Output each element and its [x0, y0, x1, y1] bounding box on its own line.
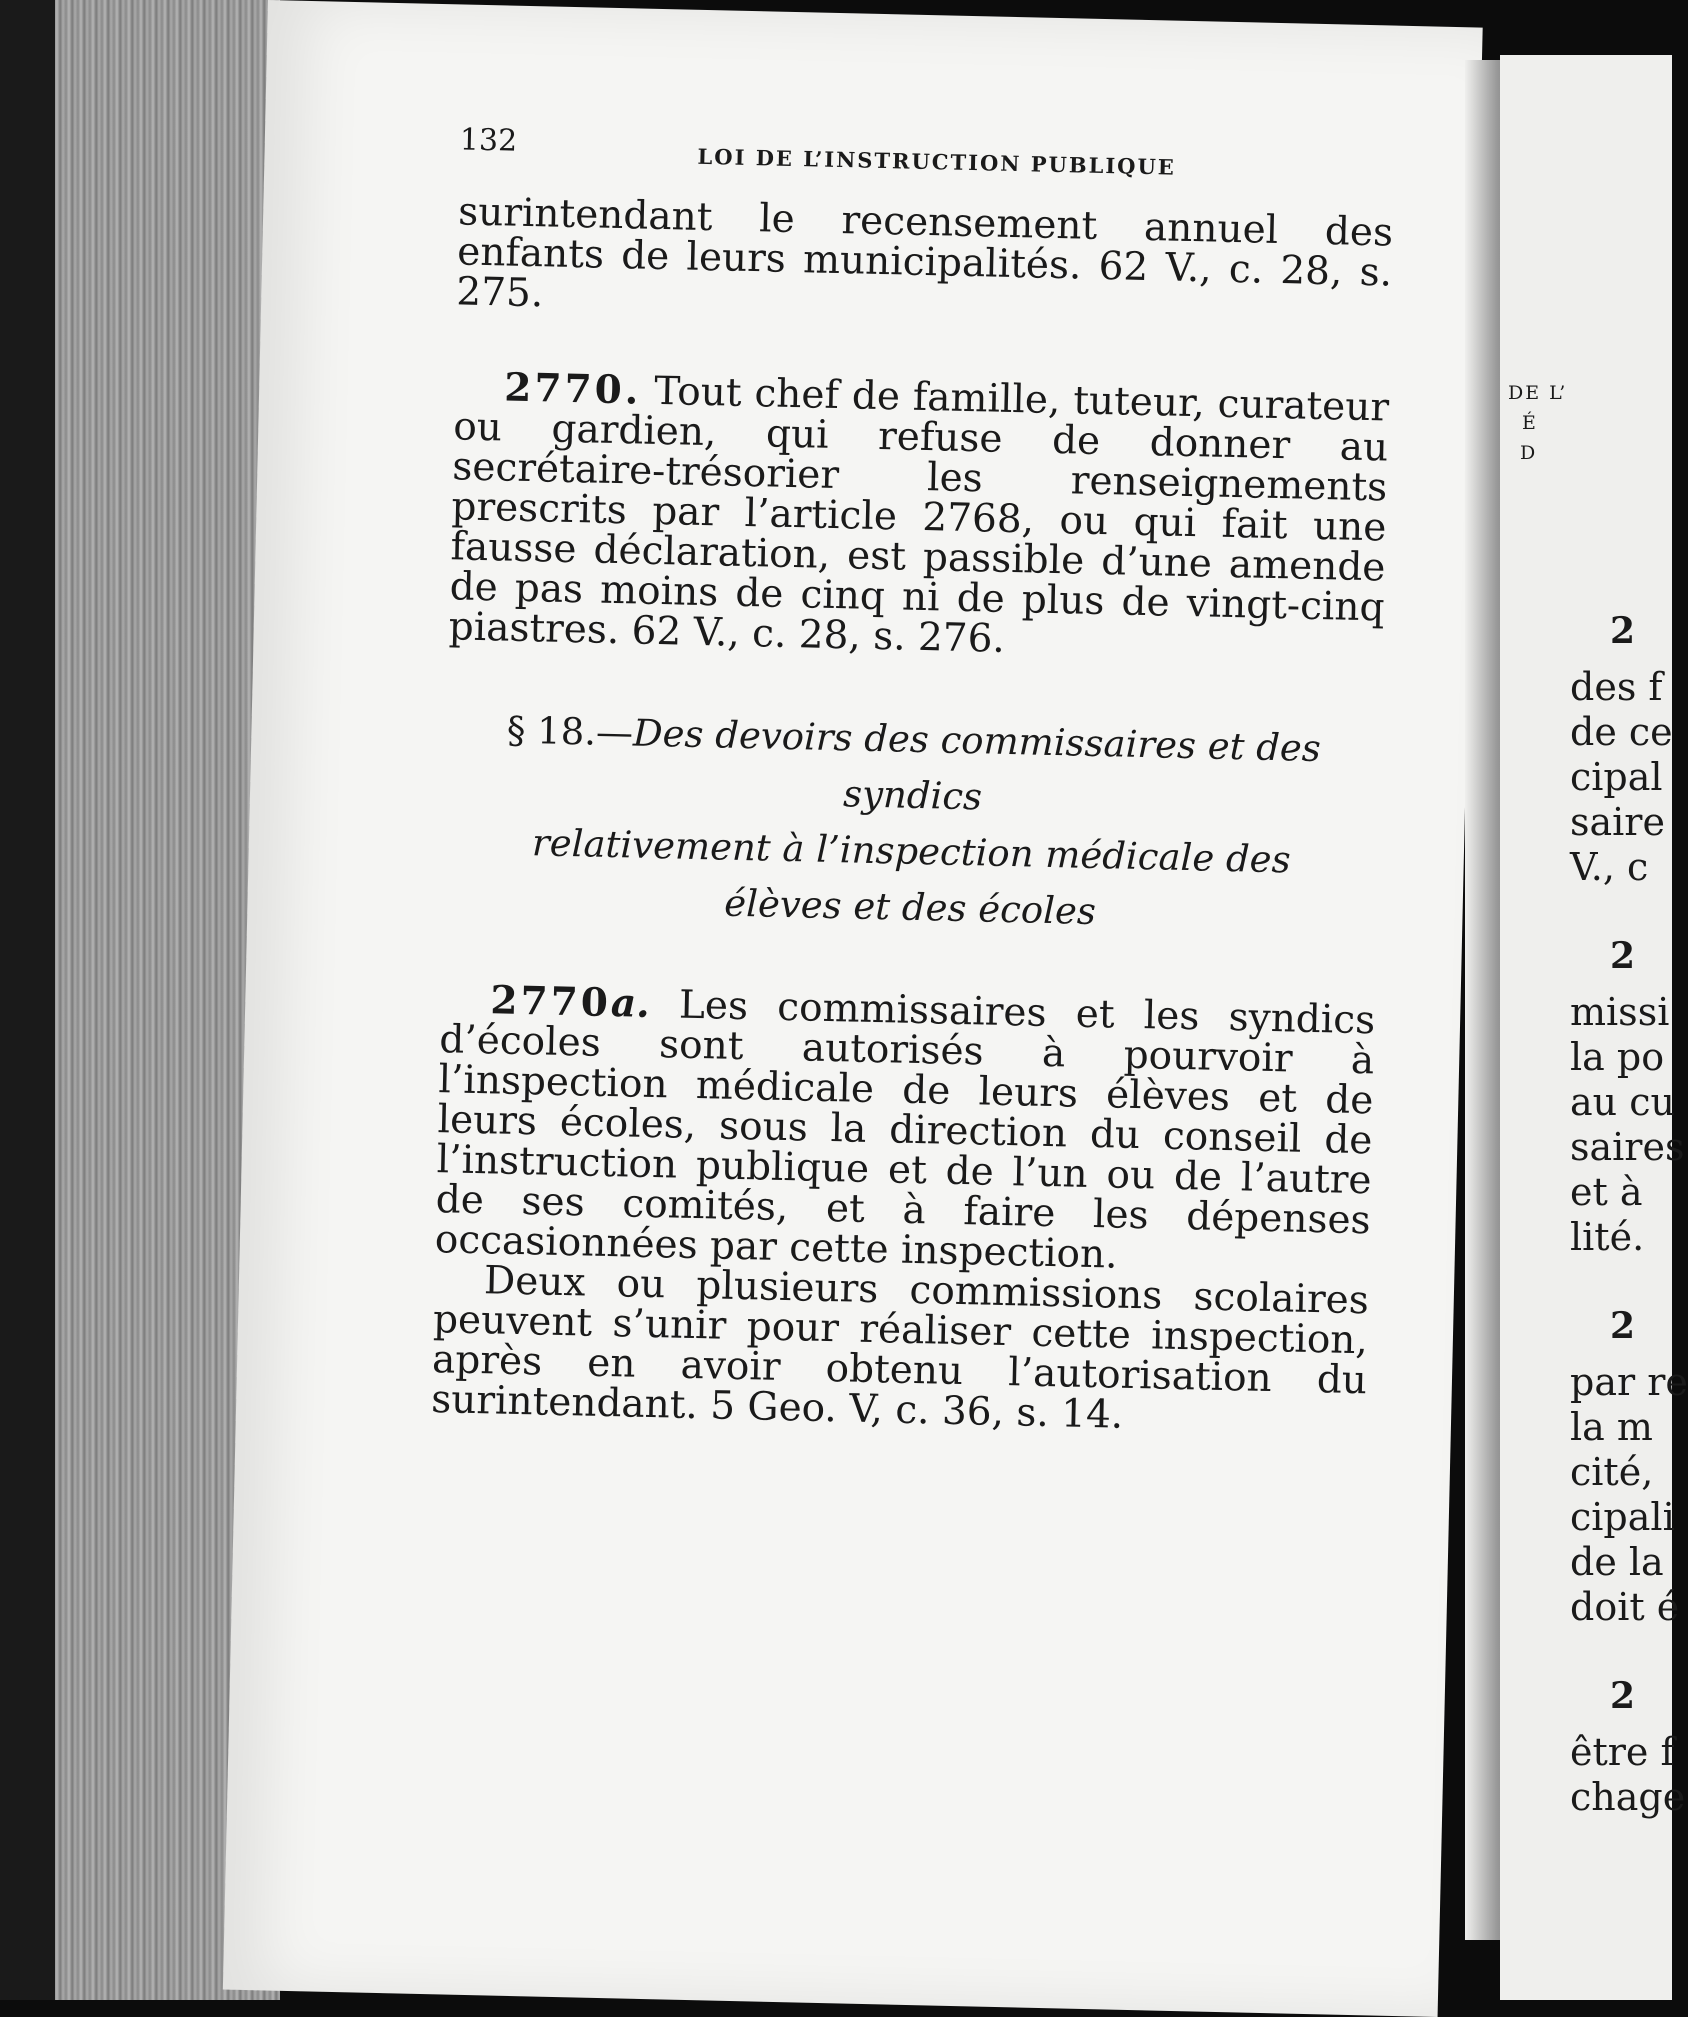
section-title-line-3: élèves et des écoles	[723, 881, 1097, 934]
article-2770a	[434, 979, 1375, 1281]
right-article-number: 2	[1610, 1675, 1636, 1717]
article-text: Les commissaires et les syndics d’écoles sont autorisés à pourvoir à l’inspection médicale de leurs élèves et de leurs écoles, sous la direction du conseil de l’instruction publique et de l’un ou de l’autre de ses comités, et à faire les dépenses occasionnées par cette inspection.	[434, 981, 1376, 1278]
right-heading-line-3: D	[1520, 442, 1538, 464]
right-line: saire	[1570, 800, 1665, 844]
right-line: lité.	[1570, 1215, 1645, 1259]
right-line: être f	[1570, 1730, 1675, 1774]
section-title-text-1: Des devoirs des commissaires et des syndics	[632, 711, 1322, 819]
right-line: par re	[1570, 1360, 1688, 1404]
right-line: de ce	[1570, 710, 1673, 754]
right-line: et à	[1570, 1170, 1643, 1214]
right-heading-line-2: É	[1522, 412, 1538, 434]
article-number: 2770.	[503, 364, 642, 414]
right-page	[1500, 55, 1688, 2000]
right-heading-line-1: DE L’	[1508, 382, 1568, 404]
page-number: 132	[459, 122, 518, 159]
right-line: V., c	[1570, 845, 1649, 889]
intro-paragraph: surintendant le recensement annuel des enfants de leurs municipalités. 62 V., c. 28, s. 275.	[455, 189, 1394, 317]
right-line: la po	[1570, 1035, 1665, 1079]
right-line: cité,	[1570, 1450, 1654, 1494]
article-suffix: a.	[610, 980, 651, 1027]
right-line: saires	[1570, 1125, 1685, 1169]
right-line: cipal	[1570, 755, 1663, 799]
section-title-line-2: relativement à l’inspection médicale des	[531, 821, 1292, 882]
right-line: des f	[1570, 665, 1663, 709]
article-2770	[448, 366, 1389, 668]
left-page-content	[431, 122, 1395, 1441]
right-line: de la	[1570, 1540, 1664, 1584]
left-page	[223, 0, 1483, 2017]
running-title: LOI DE L’INSTRUCTION PUBLIQUE	[697, 143, 1177, 180]
section-heading	[442, 701, 1382, 946]
right-line: chage	[1570, 1775, 1686, 1819]
section-title-line-1	[445, 701, 1382, 834]
right-article-number: 2	[1610, 1305, 1636, 1347]
right-line: au cu	[1570, 1080, 1675, 1124]
article-2770a-paragraph-2: Deux ou plusieurs commissions scolaires peuvent s’unir pour réaliser cette inspection, après en avoir obtenu l’autorisation du surintendant. 5 Geo. V, c. 36, s. 14.	[430, 1258, 1370, 1438]
right-line: doit é	[1570, 1585, 1680, 1629]
section-label: § 18.—	[506, 708, 634, 755]
right-article-number: 2	[1610, 935, 1636, 977]
right-line: cipali	[1570, 1495, 1675, 1539]
right-article-number: 2	[1610, 610, 1636, 652]
article-text: Tout chef de famille, tuteur, curateur ou gardien, qui refuse de donner au secrétaire-trésorier les renseignements prescrits par l’article 2768, ou qui fait une fausse déclaration, est passible d’une amende de pas moins de cinq ni de plus de vingt-cinq piastres. 62 V., c. 28, s. 276.	[448, 368, 1390, 662]
right-line: missi	[1570, 990, 1670, 1034]
right-line: la m	[1570, 1405, 1653, 1449]
article-number: 2770	[489, 977, 612, 1027]
